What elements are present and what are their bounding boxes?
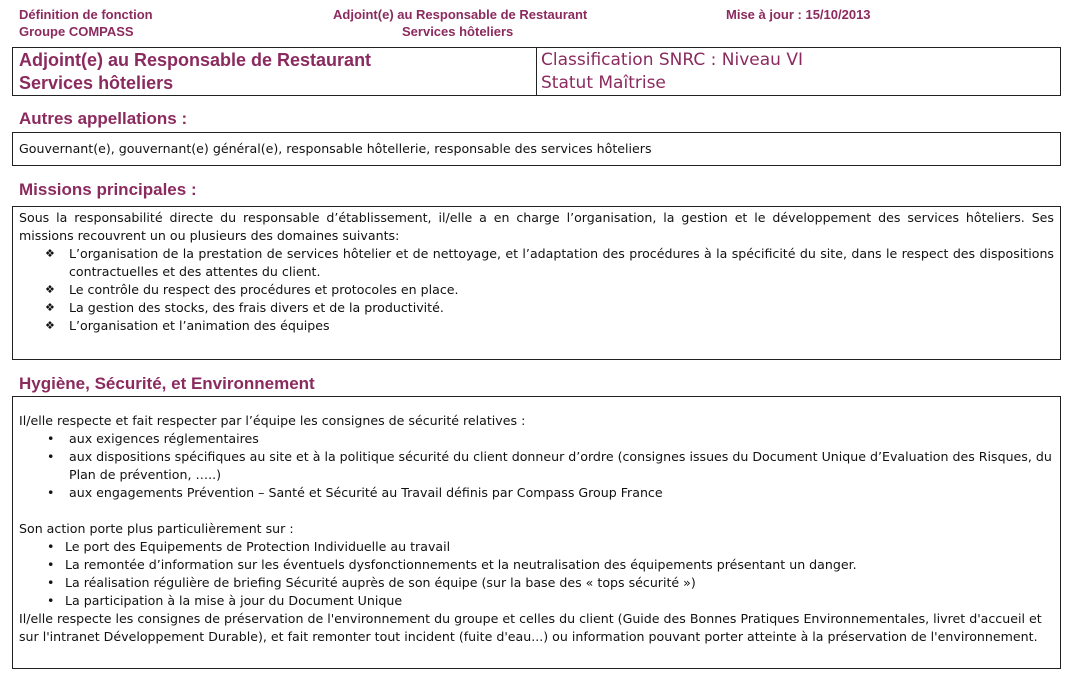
- action-item: • La réalisation régulière de briefing Sécurité auprès de son équipe (sur la base des « tops sécurité »): [19, 574, 1054, 592]
- action-item: • La remontée d’information sur les éventuels dysfonctionnements et la neutralisation des équipements présentant un danger.: [19, 556, 1054, 574]
- mission-item: ❖ L’organisation et l’animation des équipes: [19, 317, 1054, 335]
- autres-heading: Autres appellations :: [19, 109, 188, 128]
- mission-item: ❖ La gestion des stocks, des frais divers et de la productivité.: [19, 299, 1054, 317]
- job-title-header: Adjoint(e) au Responsable de Restaurant: [333, 7, 588, 22]
- doc-type: Définition de fonction: [19, 7, 153, 22]
- hse-heading: Hygiène, Sécurité, et Environnement: [19, 374, 315, 393]
- autres-box: [12, 132, 1061, 166]
- hse-item: • aux exigences réglementaires: [19, 430, 1054, 448]
- job-subtitle: Services hôteliers: [19, 73, 174, 93]
- missions-box: [12, 206, 1061, 360]
- autres-text: Gouvernant(e), gouvernant(e) général(e), responsable hôtellerie, responsable des services hôteliers: [19, 141, 652, 156]
- job-subtitle-header: Services hôteliers: [402, 24, 514, 39]
- hse-item: • aux dispositions spécifiques au site et à la politique sécurité du client donneur d’ordre (consignes issues du Document Unique d’Evaluation des Risques, du Plan de prévention, …..): [19, 448, 1054, 484]
- action-item: • Le port des Equipements de Protection Individuelle au travail: [19, 538, 1054, 556]
- classification: Classification SNRC : Niveau VI: [541, 50, 803, 70]
- missions-heading: Missions principales :: [19, 180, 197, 199]
- mission-item: ❖ L’organisation de la prestation de services hôtelier et de nettoyage, et l’adaptation des procédures à la spécificité du site, dans le respect des dispositions contractuelles et des attentes du client.: [19, 245, 1054, 281]
- hse-environment: Il/elle respecte les consignes de préservation de l'environnement du groupe et celles du client (Guide des Bonnes Pratiques Environnementales, livret d'accueil et sur l'intranet Développement Durable), et fait remonter tout incident (fuite d'eau...) ou information pouvant porter atteinte à la préservation de l'environnement.: [19, 611, 1042, 644]
- mission-item: ❖ Le contrôle du respect des procédures et protocoles en place.: [19, 281, 1054, 299]
- action-item: • La participation à la mise à jour du Document Unique: [19, 592, 1054, 610]
- job-title: Adjoint(e) au Responsable de Restaurant: [19, 50, 372, 70]
- missions-intro: Sous la responsabilité directe du responsable d’établissement, il/elle a en charge l’organisation, la gestion et le développement des services hôteliers. Ses missions recouvrent un ou plusieurs des domaines suivants:: [19, 210, 1054, 243]
- company: Groupe COMPASS: [19, 24, 134, 39]
- hse-box: [12, 396, 1061, 669]
- title-box: [12, 47, 1061, 96]
- hse-action-intro: Son action porte plus particulièrement sur :: [19, 521, 294, 536]
- update-date: Mise à jour : 15/10/2013: [726, 7, 871, 22]
- hse-intro: Il/elle respecte et fait respecter par l’équipe les consignes de sécurité relatives :: [19, 413, 526, 428]
- status: Statut Maîtrise: [541, 73, 666, 93]
- hse-item: • aux engagements Prévention – Santé et Sécurité au Travail définis par Compass Group France: [19, 484, 1054, 502]
